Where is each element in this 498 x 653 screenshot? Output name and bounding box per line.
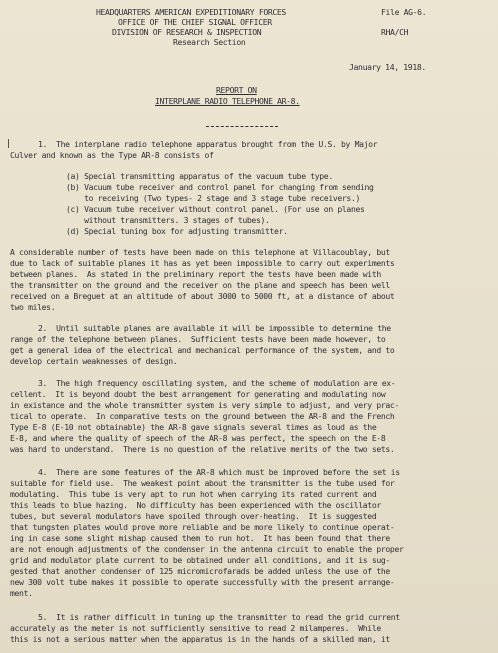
para-tests-line: received on a Breguet at an altitude of about 3000 to 5000 ft, at a distance of about [10,291,395,301]
para2-line: get a general idea of the electrical and mechanical performance of the system, and to [10,345,395,355]
para4-line: are not enough adjustments of the condenser in the antenna circuit to enable the proper [10,544,404,554]
para4-line: new 300 volt tube makes it possible to operate successfully with the present arrange- [10,577,395,587]
para5-line: accurately as the meter is not sufficiently sensitive to read 2 milamperes. While [10,623,381,633]
para3-line: cellent. It is beyond doubt the best arrangement for generating and modulating now [10,389,386,399]
para2-line: range of the telephone between planes. Sufficient tests have been made however, to [10,334,386,344]
para3-line: E-8, and where the quality of speech of the AR-8 was perfect, the speech on the E-8 [10,433,386,443]
list-item-b: (b) Vacuum tube receiver and control panel for changing from sending [66,182,374,192]
para3-line: in existance and the whole transmitter system is very simple to adjust, and very prac- [10,400,399,410]
para4-line: that tungsten plates would prove more reliable and be more likely to continue operat- [10,522,395,532]
list-item-a: (a) Special transmitting apparatus of the vacuum tube type. [66,171,333,181]
para-tests-line: due to lack of suitable planes it has as yet been impossible to carry out experiments [10,258,395,268]
para1-line: 1. The interplane radio telephone apparatus brought from the U.S. by Major [38,139,378,149]
para-tests-line: the transmitter on the ground and the receiver on the plane and speech has been well [10,280,390,290]
para1-line: Culver and known as the Type AR-8 consists of [10,150,214,160]
file-reference: File AG-6. [381,7,427,17]
para-tests-line: between planes. As stated in the preliminary report the tests have been made with [10,269,381,279]
document-date: January 14, 1918. [349,62,426,72]
para5-line: 5. It is rather difficult in tuning up the transmitter to read the grid current [38,612,400,622]
para3-line: tical to operate. In comparative tests on the ground between the AR-8 and the French [10,411,395,421]
title-separator [206,126,278,127]
title-line-2: INTERPLANE RADIO TELEPHONE AR-8. [155,96,300,106]
list-item-c-cont: without transmitters. 3 stages of tubes). [66,215,270,225]
org-line-section: Research Section [173,37,246,47]
para4-line: suitable for field use. The weakest point about the transmitter is the tube used for [10,478,395,488]
list-item-b-cont: to receiving (Two types- 2 stage and 3 stage tube receivers.) [66,193,360,203]
para-tests-line: A considerable number of tests have been made on this telephone at Villacoublay, but [10,247,390,257]
title-line-1: REPORT ON [216,85,257,95]
para2-line: develop certain weaknesses of design. [10,356,178,366]
list-item-d: (d) Special tuning box for adjusting transmitter. [66,226,288,236]
para4-line: modulating. This tube is very apt to run hot when carrying its rated current and [10,489,377,499]
para3-line: 3. The high frequency oscillating system, and the scheme of modulation are ex- [38,378,396,388]
para5-line: this is not a serious matter when the apparatus is in the hands of a skilled man, it [10,634,390,644]
para4-line: tubes, but several modulators have spoiled through over-heating. It is suggested [10,511,377,521]
org-line-division: DIVISION OF RESEARCH & INSPECTION [112,27,262,37]
para-tests-line: two miles. [10,302,56,312]
para3-line: was hard to understand. There is no question of the relative merits of the two sets. [10,444,395,454]
para2-line: 2. Until suitable planes are available it will be impossible to determine the [38,323,391,333]
org-line-hq: HEADQUARTERS AMERICAN EXPEDITIONARY FORCES [96,7,286,17]
margin-mark [8,139,9,148]
para4-line: ing in case some slight mishap caused them to run hot. It has been found that there [10,533,390,543]
para3-line: Type E-8 (E-10 not obtainable) the AR-8 gave signals several times as loud as the [10,422,377,432]
author-initials: RHA/CH [381,27,409,37]
para4-line: grid and modulator plate current to be obtained under all conditions, and it is sug- [10,555,390,565]
para4-line: 4. There are some features of the AR-8 which must be improved before the set is [38,467,400,477]
para4-line: ment. [10,588,33,598]
list-item-c: (c) Vacuum tube receiver without control panel. (For use on planes [66,204,365,214]
para4-line: gested that another condenser of 125 micromicrofarads be added unless the use of the [10,566,390,576]
org-line-office: OFFICE OF THE CHIEF SIGNAL OFFICER [118,17,272,27]
para4-line: this leads to blue hazing. No difficulty has been experienced with the oscillator [10,500,381,510]
